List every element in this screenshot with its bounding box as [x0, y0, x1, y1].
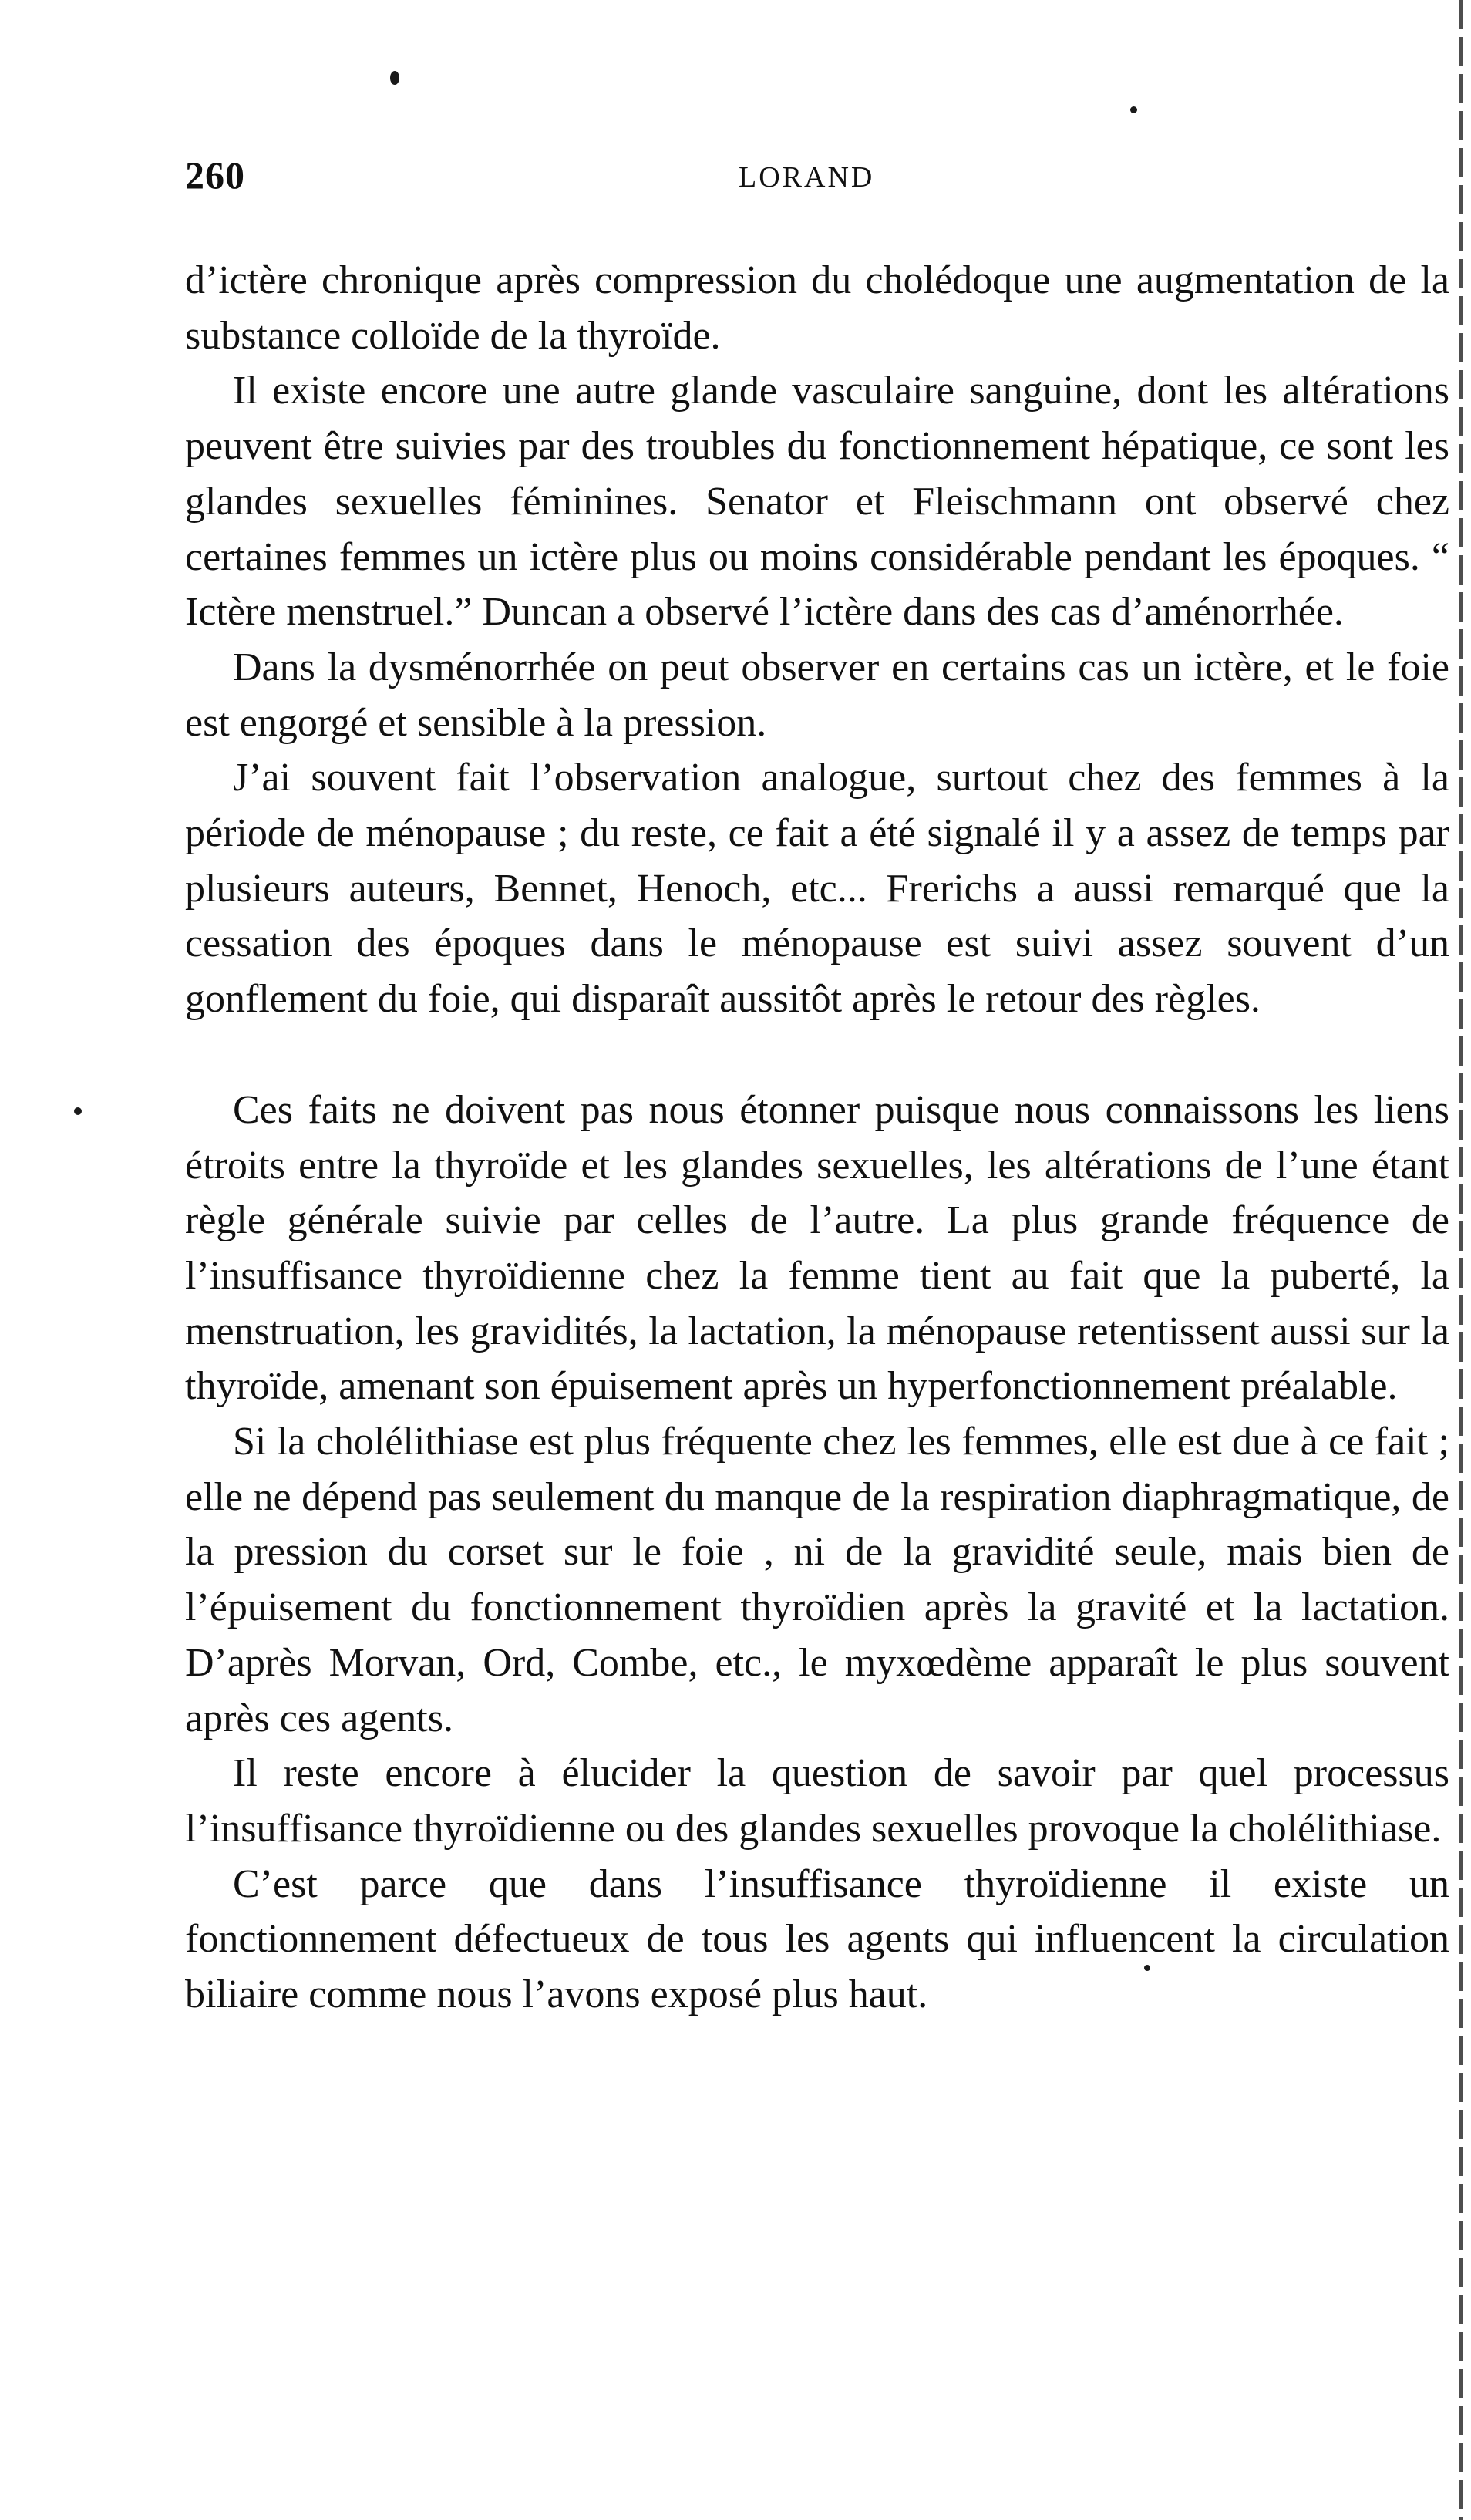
- page-header: [185, 153, 1449, 207]
- paragraph: Il existe encore une autre glande vasculaire sanguine, dont les altérations peuvent être suivies par des troubles du fonctionnement hépatique, ce sont les glandes sexuelles féminines. Senator et Fleischmann ont observé chez certaines femmes un ictère plus ou moins considérable pendant les époques. “ Ictère menstruel.” Duncan a observé l’ictère dans des cas d’aménorrhée.: [185, 369, 1449, 635]
- paragraph: Ces faits ne doivent pas nous étonner puisque nous connaissons les liens étroits entre la thyroïde et les glandes sexuelles, les altérations de l’une étant règle générale suivie par celles de l’autre. La plus grande fréquence de l’insuffisance thyroïdienne chez la femme tient au fait que la puberté, la menstruation, les gravidités, la lactation, la ménopause retentissent aussi sur la thyroïde, amenant son épuisement après un hyperfonctionnement préalable.: [185, 1087, 1449, 1409]
- paragraph: C’est parce que dans l’insuffisance thyroïdienne il existe un fonctionnement défectueux de tous les agents qui influencent la circulation biliaire comme nous l’avons exposé plus haut.: [185, 1861, 1449, 2017]
- page-number: 260: [185, 153, 245, 197]
- body-text: [185, 253, 1449, 2023]
- paragraph: Il reste encore à élucider la question de savoir par quel processus l’insuffisance thyroïdienne ou des glandes sexuelles provoque la cholélithiase.: [185, 1751, 1449, 1851]
- paragraph: d’ictère chronique après compression du cholédoque une augmentation de la substance colloïde de la thyroïde.: [185, 258, 1449, 358]
- ink-speck-margin: [74, 1107, 82, 1115]
- ink-speck-top: [390, 71, 399, 85]
- paragraph: Si la cholélithiase est plus fréquente chez les femmes, elle est due à ce fait ; elle ne dépend pas seulement du manque de la respiration diaphragmatique, de la pression du corset sur le foie , ni de la gravidité seule, mais bien de l’épuisement du fonctionnement thyroïdien après la gravité et la lactation. D’après Morvan, Ord, Combe, etc., le myxœdème apparaît le plus souvent après ces agents.: [185, 1420, 1449, 1740]
- page-edge-shadow: [1459, 0, 1463, 2520]
- paragraph: J’ai souvent fait l’observation analogue, surtout chez des femmes à la période de ménopause ; du reste, ce fait a été signalé il y a assez de temps par plusieurs auteurs, Bennet, Henoch, etc... Frerichs a aussi remarqué que la cessation des époques dans le ménopause est suivi assez souvent d’un gonflement du foie, qui disparaît aussitôt après le retour des règles.: [185, 756, 1449, 1022]
- paragraph: Dans la dysménorrhée on peut observer en certains cas un ictère, et le foie est engorgé et sensible à la pression.: [185, 645, 1449, 745]
- ink-speck-right: [1130, 106, 1137, 113]
- running-head: LORAND: [739, 161, 875, 194]
